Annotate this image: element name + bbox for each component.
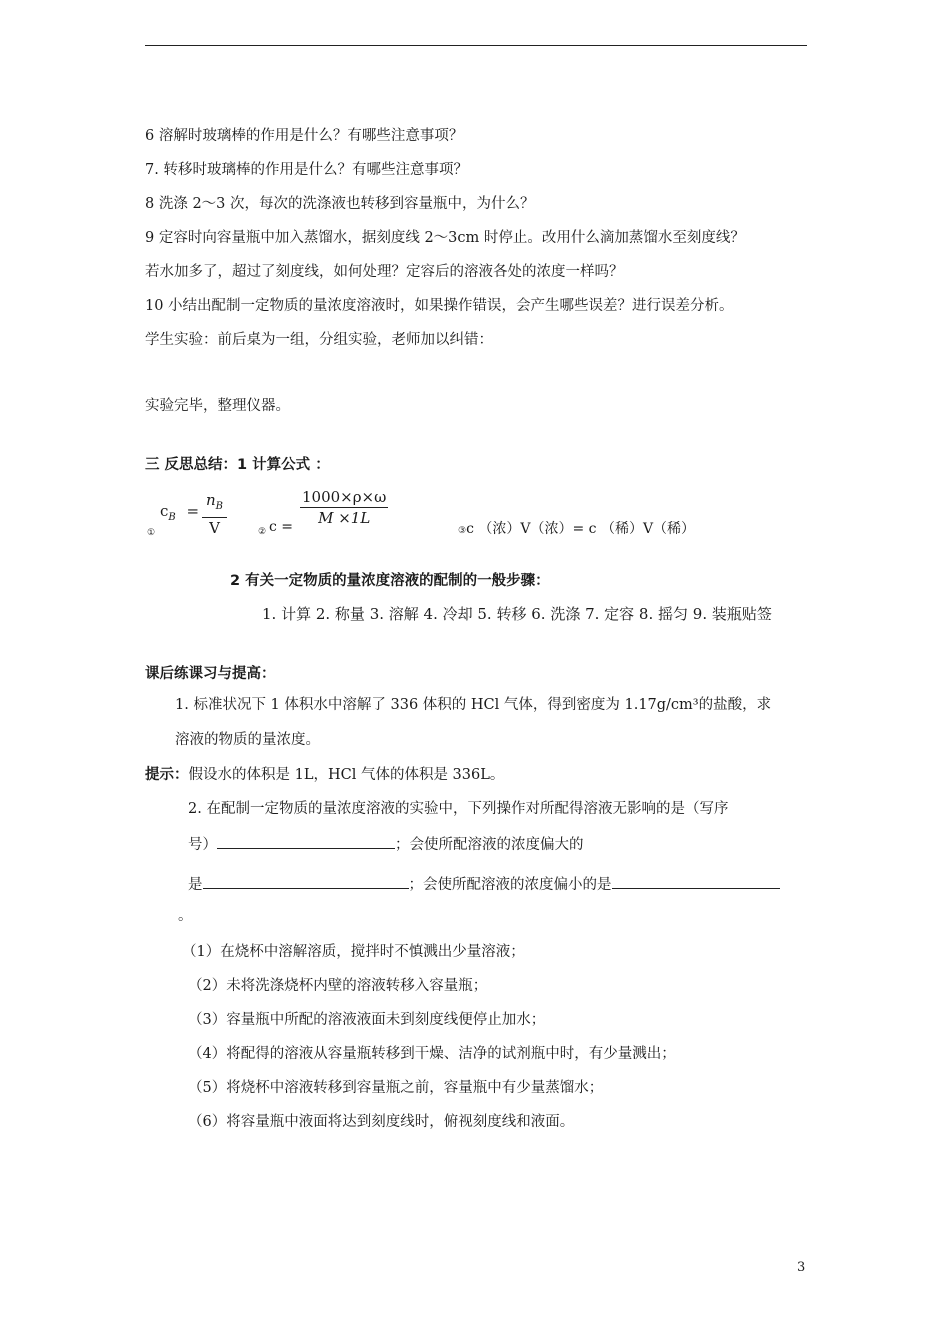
question-8: 8 洗涤 2～3 次，每次的洗涤液也转移到容量瓶中，为什么？: [145, 196, 535, 212]
exercise-2-line-2: 号） ；会使所配溶液的浓度偏大的: [188, 834, 584, 855]
steps-list: 1. 计算 2. 称量 3. 溶解 4. 冷却 5. 转移 6. 洗涤 7. 定容 8. 摇匀 9. 装瓶贴签: [262, 605, 772, 623]
option-5: （5）将烧杯中溶液转移到容量瓶之前，容量瓶中有少量蒸馏水；: [188, 1080, 604, 1096]
option-1: （1）在烧杯中溶解溶质，搅拌时不慎溅出少量溶液；: [182, 944, 525, 960]
hint-label: 提示：: [145, 767, 189, 783]
answer-blank-higher[interactable]: [203, 874, 409, 889]
header-rule: [145, 45, 807, 46]
option-6: （6）将容量瓶中液面将达到刻度线时，俯视刻度线和液面。: [188, 1114, 575, 1130]
question-9-line-2: 若水加多了，超过了刻度线，如何处理？定容后的溶液各处的浓度一样吗？: [145, 264, 624, 280]
experiment-done: 实验完毕，整理仪器。: [145, 398, 290, 414]
student-experiment: 学生实验：前后桌为一组，分组实验，老师加以纠错：: [145, 332, 493, 348]
formula-dilution: ③c （浓）V（浓）= c （稀）V（稀）: [458, 521, 696, 537]
option-3: （3）容量瓶中所配的溶液液面未到刻度线便停止加水；: [188, 1012, 546, 1028]
question-9-line-1: 9 定容时向容量瓶中加入蒸馏水，据刻度线 2～3cm 时停止。改用什么滴加蒸馏水至刻度线？: [145, 230, 745, 246]
question-10: 10 小结出配制一定物质的量浓度溶液时，如果操作错误，会产生哪些误差？进行误差分析。: [145, 298, 734, 314]
answer-blank-lower[interactable]: [612, 874, 780, 889]
hint: [145, 765, 504, 785]
answer-blank-no-effect[interactable]: [217, 834, 395, 849]
exercise-2-line-4: 。: [178, 908, 193, 924]
exercise-2-line-1: 2. 在配制一定物质的量浓度溶液的实验中，下列操作对所配得溶液无影响的是（写序: [188, 801, 729, 817]
formula-2-marker: ②: [258, 527, 267, 537]
page-number: 3: [797, 1260, 806, 1275]
option-2: （2）未将洗涤烧杯内壁的溶液转移入容量瓶；: [188, 978, 488, 994]
question-6: 6 溶解时玻璃棒的作用是什么？有哪些注意事项？: [145, 128, 464, 144]
exercise-2-line-3: 是 ；会使所配溶液的浓度偏小的是: [188, 874, 780, 895]
hint-text: 假设水的体积是 1L，HCl 气体的体积是 336L。: [188, 767, 505, 783]
exercise-1-line-2: 溶液的物质的量浓度。: [175, 732, 320, 748]
summary-heading: 三 反思总结：1 计算公式 ：: [145, 457, 330, 473]
steps-heading: 2 有关一定物质的量浓度溶液的配制的一般步骤：: [230, 573, 550, 589]
formula-1-marker: ①: [147, 528, 156, 538]
formula-3-marker: ③: [458, 526, 467, 536]
exercises-heading: 课后练课习与提高：: [145, 666, 276, 682]
exercise-1-line-1: 1. 标准状况下 1 体积水中溶解了 336 体积的 HCl 气体，得到密度为 1.17g/cm³的盐酸，求: [175, 697, 772, 713]
question-7: 7. 转移时玻璃棒的作用是什么？有哪些注意事项？: [145, 162, 468, 178]
option-4: （4）将配得的溶液从容量瓶转移到干燥、洁净的试剂瓶中时，有少量溅出；: [188, 1046, 676, 1062]
